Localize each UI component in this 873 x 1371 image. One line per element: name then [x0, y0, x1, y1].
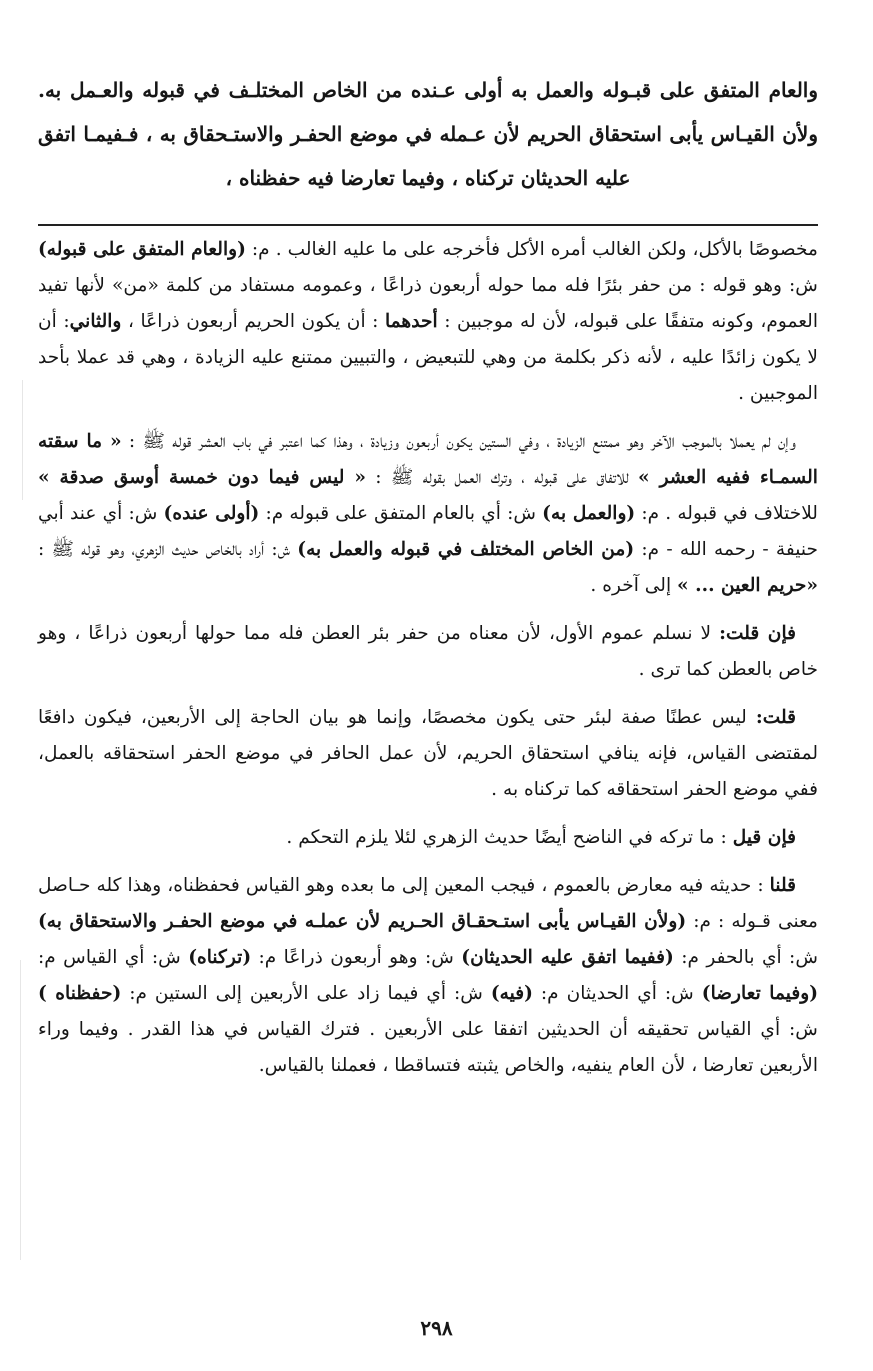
commentary-text: : حديثه فيه معارض بالعموم ، فيجب المعين إلى ما بعده وهو القياس فحفظناه، وهذا كله حـاصل معنى قـوله : م: [38, 875, 818, 932]
commentary-text: : أن يكون الحريم أربعون ذراعًا ، [121, 311, 385, 332]
commentary-paragraph [38, 868, 818, 1084]
commentary-text: ش: وهو أربعون ذراعًا م: [251, 947, 462, 968]
commentary-keyword: فإن قيل [732, 827, 796, 848]
commentary-quote: (ففيما اتفق عليه الحديثان) [461, 947, 674, 968]
commentary-text: لا نسلم عموم الأول، لأن معناه من حفر بئر العطن فله مما حولها أربعون ذراعًا ، وهو خاص بالعطن كما ترى . [38, 623, 818, 680]
commentary-text: : أن لا يكون زائدًا عليه ، لأنه ذكر بكلمة من وهي للتبعيض ، والتبيين ممتنع عليه الزيادة ، وهي قد عملا بأحد الموجبين . [38, 311, 818, 404]
commentary-quote: (من الخاص المختلف في قبوله والعمل به) [297, 539, 635, 560]
scan-edge-mark [20, 960, 21, 1260]
hadith-quote: « ما سقته السمـاء ففيه العشر » [38, 431, 818, 488]
page [38, 68, 818, 1358]
commentary-text: ش: أراد بالخاص حديث الزهري، وهو قوله ﷺ : [38, 539, 298, 560]
hadith-quote: «حريم العين ... » [677, 575, 818, 596]
commentary-keyword: أحدهما [385, 311, 438, 332]
footnote-divider [38, 224, 818, 226]
commentary-text: للاختلاف في قبوله . م: [635, 503, 818, 524]
commentary-paragraph [38, 232, 818, 412]
commentary-quote: (وفيما تعارضا) [701, 983, 818, 1004]
commentary-quote: (والعمل به) [542, 503, 636, 524]
commentary-paragraph [38, 616, 818, 688]
commentary-text: ش: أي فيما زاد على الأربعين إلى الستين م: [121, 983, 491, 1004]
main-text: والعام المتفق على قبـوله والعمل به أولى عـنده من الخاص المختلـف في قبوله والعـمل به. ولأن القيـاس يأبى استحقاق الحريم لأن عـمله في موضع الحفـر والاستـحقاق به ، فـفيمـا اتفق عليه الحديثان تركناه ، وفيما تعارضا فيه حفظناه ، [38, 78, 818, 190]
commentary-text: ليس عطنًا صفة لبئر حتى يكون مخصصًا، وإنما هو بيان الحاجة إلى الأربعين، فيكون دافعًا لمقتضى القياس، فإنه ينافي استحقاق الحريم، لأن عمل الحافر في موضع الحفر استحقاقه بالعمل، ففي موضع الحفر استحقاقه كما تركناه به . [38, 707, 818, 800]
scan-edge-mark [22, 380, 23, 500]
commentary-quote: (فيه) [490, 983, 533, 1004]
commentary [38, 232, 818, 1084]
commentary-text: ش: أي القياس تحقيقه أن الحديثين اتفقا على الأربعين . فترك القياس في هذا القدر . وفيما وراء الأربعين تعارضا ، لأن العام ينفيه، والخاص يثبته فتساقطا ، فعملنا بالقياس. [38, 1019, 818, 1076]
commentary-quote: (والعام المتفق على قبوله) [38, 239, 246, 260]
commentary-text: للاتفاق على قبوله ، وترك العمل بقوله ﷺ : [365, 467, 639, 488]
commentary-text: ش: أي القياس م: [38, 947, 189, 968]
commentary-quote: (حفظناه ) [38, 983, 122, 1004]
commentary-keyword: قلت: [755, 707, 796, 728]
commentary-text: ش: أي بالعام المتفق على قبوله م: [259, 503, 543, 524]
commentary-quote: (ولأن القيـاس يأبى استـحقـاق الحـريم لأن عملـه في موضع الحفـر والاستحقاق به) [38, 911, 687, 932]
commentary-text: ش: أي عند أبي حنيفة - رحمه الله - م: [38, 503, 818, 560]
commentary-text: إلى آخره . [590, 575, 678, 596]
commentary-quote: (أولى عنده) [163, 503, 260, 524]
commentary-text: وإن لم يعملا بالموجب الآخر وهو ممتنع الزيادة ، وفي الستين يكون أربعون وزيادة ، وهذا كما اعتبر في باب العشر قوله ﷺ : [121, 431, 796, 452]
commentary-paragraph [38, 424, 818, 604]
commentary-paragraph [38, 820, 818, 856]
commentary-text: ش: أي الحديثان م: [532, 983, 702, 1004]
commentary-keyword: والثاني [69, 311, 122, 332]
commentary-paragraph [38, 700, 818, 808]
commentary-text: ش: وهو قوله : من حفر بئرًا فله مما حوله أربعون ذراعًا ، وعمومه مستفاد من كلمة «من» لأنها تفيد العموم، وكونه متفقًا على قبوله، لأن له موجبين : [38, 275, 818, 332]
commentary-keyword: قلنا [769, 875, 796, 896]
commentary-text: : ما تركه في الناضح أيضًا حديث الزهري لئلا يلزم التحكم . [286, 827, 733, 848]
page-number: ٢٩٨ [420, 1316, 453, 1340]
hadith-quote: « ليس فيما دون خمسة أوسق صدقة » [38, 467, 366, 488]
commentary-text: ش: أي بالحفر م: [673, 947, 819, 968]
commentary-quote: (تركناه) [188, 947, 252, 968]
commentary-text: مخصوصًا بالأكل، ولكن الغالب أمره الأكل فأخرجه على ما عليه الغالب . م: [245, 239, 818, 260]
commentary-keyword: فإن قلت: [719, 623, 796, 644]
